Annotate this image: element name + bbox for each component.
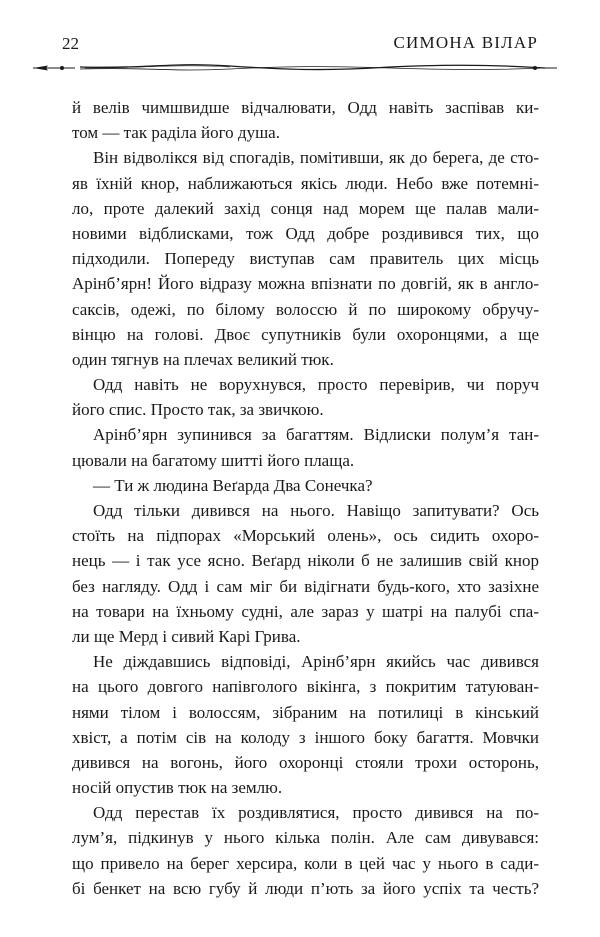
- text-line: один тягнув на плечах великий тюк.: [72, 349, 334, 369]
- text-line: том — так раділа його душа.: [72, 123, 280, 143]
- text-line: Арінб’ярн! Його відразу можна впізнати по довгій, як в англо-: [72, 274, 539, 294]
- text-line: новими відблисками, тож Одд добре роздивився тих, що: [72, 223, 539, 243]
- text-line: й велів чимшвидше відчалювати, Одд навіть заспівав ки-: [72, 98, 539, 117]
- paragraph: [72, 372, 539, 422]
- text-line: саксів, одежі, по білому волоссю й по широкому обручу-: [72, 299, 539, 319]
- running-title-author: СИМОНА ВІЛАР: [393, 33, 538, 52]
- text-line: підходили. Попереду виступав сам правитель цих місць: [72, 249, 539, 269]
- text-line: — Ти ж людина Веґарда Два Сонечка?: [93, 475, 373, 495]
- text-line: Одд перестав їх роздивлятися, просто дивився на по-: [93, 803, 539, 823]
- paragraph: [72, 649, 539, 800]
- body-text: [72, 95, 539, 901]
- text-line: Арінб’ярн зупинився за багаттям. Відлиски полум’я тан-: [93, 425, 539, 445]
- text-line: що привело на берег херсира, коли в цей час у нього в сади-: [72, 853, 539, 873]
- text-line: носій опустив тюк на землю.: [72, 778, 283, 798]
- text-line: на товари на їхньому судні, але зараз у шатрі на палубі спа-: [72, 601, 539, 621]
- text-line: цювали на багатому шитті його плаща.: [72, 450, 355, 470]
- text-line: нями тілом і волоссям, зібраним на потилиці в кінський: [72, 702, 539, 722]
- text-line: хвіст, а потім сів на колоду з іншого боку багаття. Мовчки: [72, 727, 539, 747]
- paragraph: [72, 498, 539, 649]
- paragraph: [72, 95, 539, 145]
- text-line: лум’я, підкинув у нього кілька полін. Але сам дивувався:: [72, 828, 539, 848]
- ornamental-rule: [30, 60, 560, 76]
- paragraph: [72, 422, 539, 472]
- text-line: ло, проте далекий захід сонця над морем ще палав мали-: [72, 198, 539, 218]
- paragraph: [72, 473, 539, 498]
- text-line: Він відволікся від спогадів, помітивши, як до берега, де сто-: [93, 148, 539, 168]
- text-line: його спис. Просто так, за звичкою.: [72, 400, 324, 420]
- text-line: Одд навіть не ворухнувся, просто перевірив, чи поруч: [93, 375, 539, 395]
- text-line: на цього довгого напівголого вікінга, з покритим татуюван-: [72, 677, 539, 697]
- text-line: стоїть на підпорах «Морський олень», ось сидить охоро-: [72, 526, 539, 546]
- text-line: дивився на вогонь, його охоронці стояли трохи осторонь,: [72, 752, 539, 772]
- text-line: нець — і так усе ясно. Веґард ніколи б не залишив свій кнор: [72, 551, 539, 571]
- text-line: вінцю на голові. Двоє супутників були охоронцями, а ще: [72, 324, 539, 344]
- page-number: 22: [62, 34, 79, 53]
- text-line: бі бенкет на всю губу й люди п’ють за його успіх та честь?: [72, 878, 539, 898]
- text-line: ли ще Мерд і сивий Карі Грива.: [72, 626, 301, 646]
- text-line: Одд тільки дивився на нього. Навіщо запитувати? Ось: [93, 501, 539, 520]
- text-line: без нагляду. Одд і сам міг би відігнати будь-кого, хто зазіхне: [72, 576, 539, 596]
- text-line: яв їхній кнор, наближаються якісь люди. Небо вже потемні-: [72, 173, 539, 193]
- paragraph: [72, 145, 539, 372]
- paragraph: [72, 800, 539, 901]
- text-line: Не діждавшись відповіді, Арінб’ярн якийсь час дивився: [93, 652, 539, 672]
